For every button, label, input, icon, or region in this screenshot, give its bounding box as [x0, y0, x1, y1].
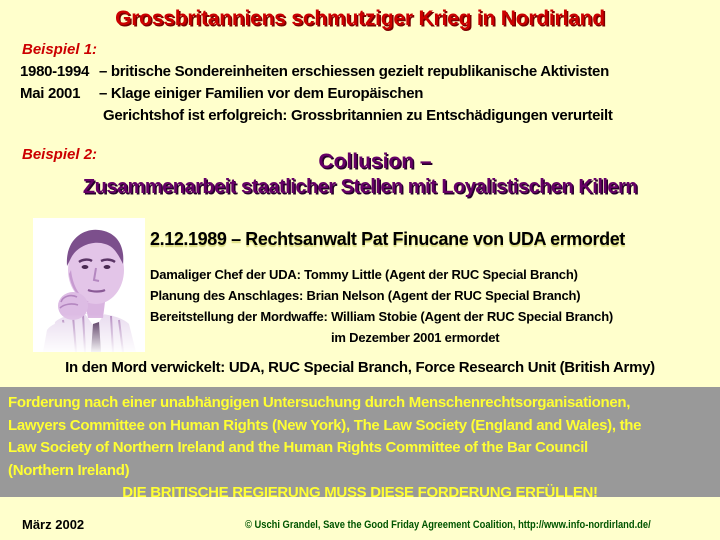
example1-line3: Gerichtshof ist erfolgreich: Grossbritannien zu Entschädigungen verurteilt — [103, 107, 613, 124]
example1-line2-term: Mai 2001 — [20, 85, 81, 102]
demand-line-2: Lawyers Committee on Human Rights (New York), The Law Society (England and Wales), the — [8, 416, 642, 434]
pat-finucane-photo — [33, 218, 145, 352]
example1-label: Beispiel 1: — [22, 41, 98, 58]
example1-line2 — [20, 85, 423, 102]
footer-date: März 2002 — [22, 517, 85, 532]
example1-line1 — [20, 63, 609, 80]
page-title: Grossbritanniens schmutziger Krieg in Nordirland — [115, 7, 605, 30]
demand-line-3: Law Society of Northern Ireland and the Human Rights Committee of the Bar Council — [8, 439, 588, 456]
finucane-detail-planner: Planung des Anschlages: Brian Nelson (Agent der RUC Special Branch) — [150, 288, 581, 303]
collusion-heading-line2: Zusammenarbeit staatlicher Stellen mit Loyalistischen Killern — [82, 176, 638, 198]
finucane-headline: 2.12.1989 – Rechtsanwalt Pat Finucane von UDA ermordet — [150, 229, 625, 249]
involvement-line: In den Mord verwickelt: UDA, RUC Special Branch, Force Research Unit (British Army) — [65, 359, 655, 376]
finucane-detail-note: im Dezember 2001 ermordet — [331, 330, 500, 345]
demand-line-4: (Northern Ireland) — [8, 461, 130, 479]
example2-label: Beispiel 2: — [22, 146, 98, 163]
collusion-heading-line1: Collusion – — [318, 150, 432, 173]
finucane-detail-uda-chief: Damaliger Chef der UDA: Tommy Little (Agent der RUC Special Branch) — [150, 267, 578, 282]
pat-finucane-portrait-illustration — [33, 218, 145, 352]
demand-line-1: Forderung nach einer unabhängigen Untersuchung durch Menschenrechtsorganisationen, — [8, 394, 631, 411]
example1-line2-text: – Klage einiger Familien vor dem Europäischen — [99, 85, 424, 102]
finucane-details — [150, 264, 613, 348]
finucane-detail-weapon: Bereitstellung der Mordwaffe: William Stobie (Agent der RUC Special Branch) — [150, 309, 614, 324]
example1-line1-text: – britische Sondereinheiten erschiessen gezielt republikanische Aktivisten — [99, 63, 609, 80]
footer-credit: © Uschi Grandel, Save the Good Friday Agreement Coalition, http://www.info-nordirland.de/ — [245, 519, 651, 531]
demand-emphasis: DIE BRITISCHE REGIERUNG MUSS DIESE FORDERUNG ERFÜLLEN! — [122, 484, 598, 497]
example1-line1-term: 1980-1994 — [20, 63, 90, 80]
demand-band — [0, 387, 720, 497]
